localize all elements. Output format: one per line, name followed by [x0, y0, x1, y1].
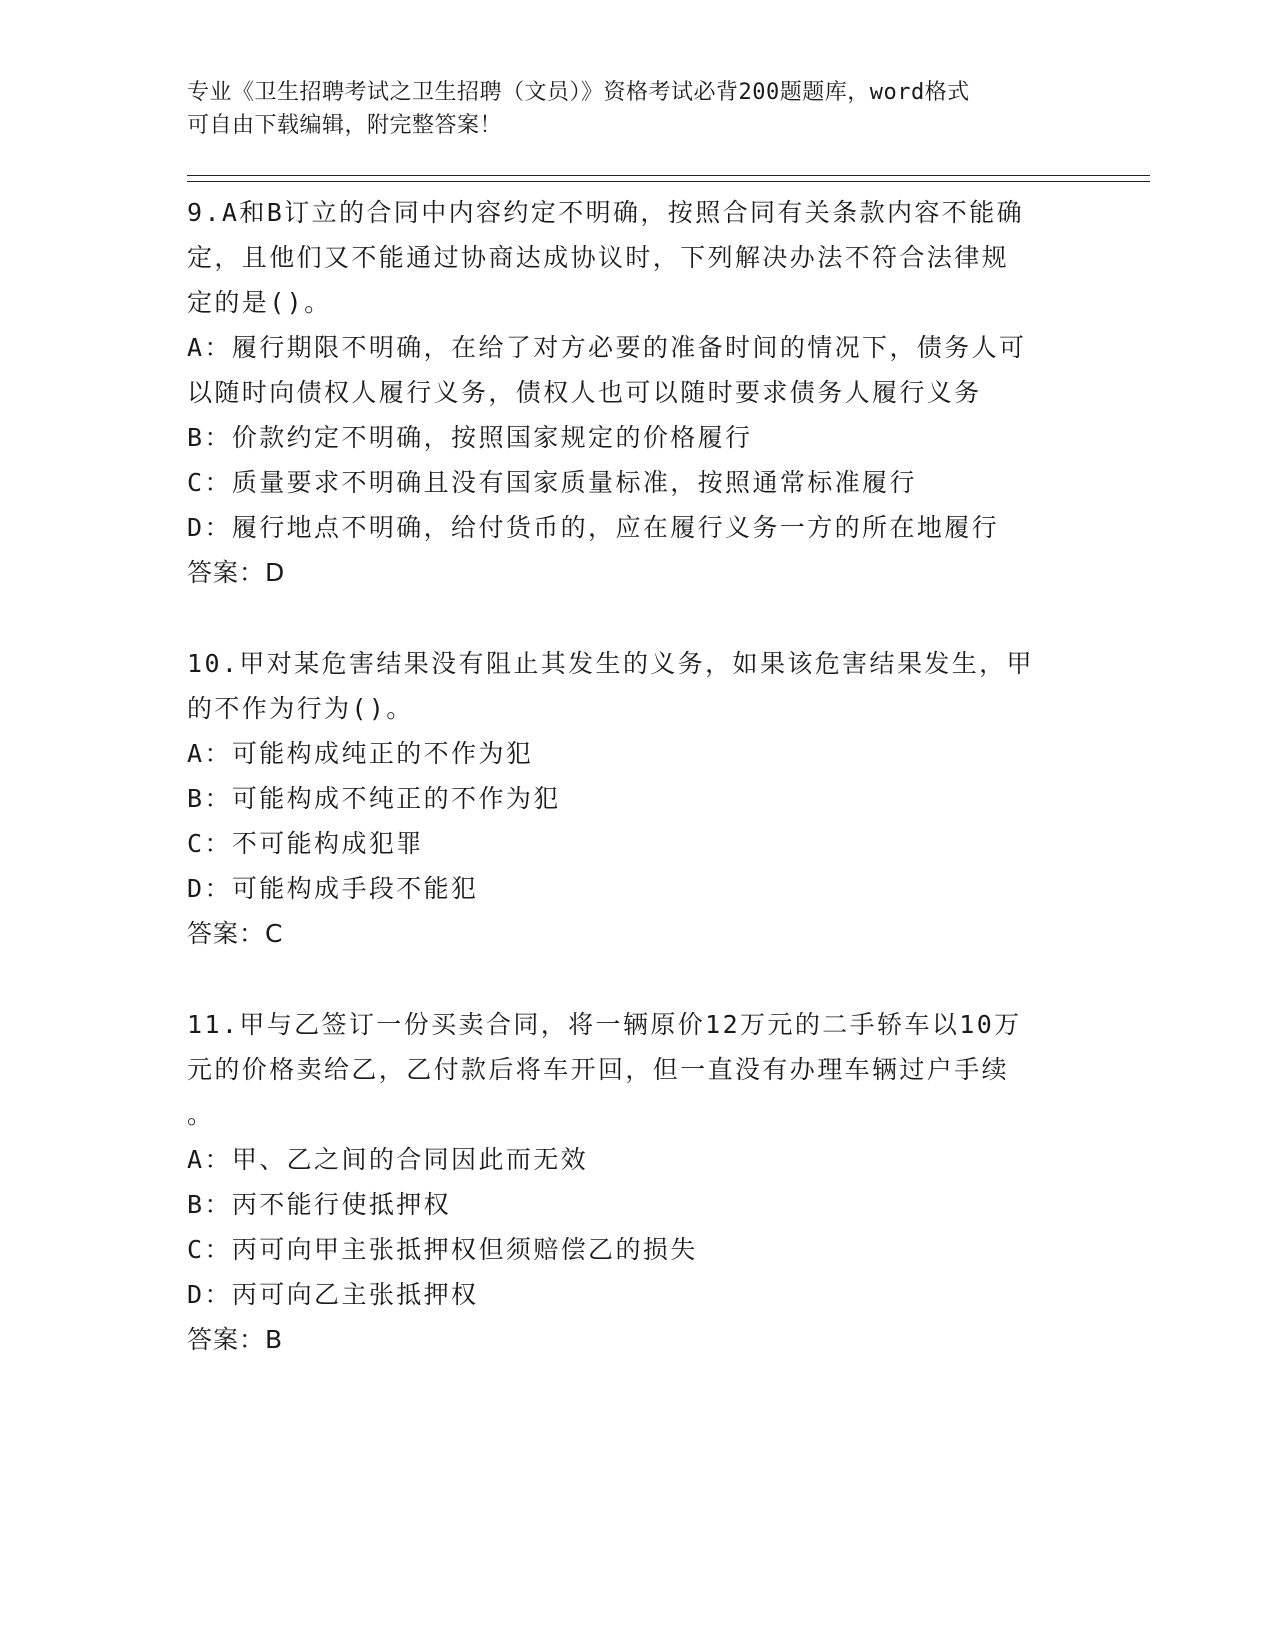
question-text-line: 定的是()。: [187, 288, 332, 317]
answer: 答案：B: [187, 1325, 284, 1354]
option-c: C：丙可向甲主张抵押权但须赔偿乙的损失: [187, 1235, 698, 1264]
option-b: B：可能构成不纯正的不作为犯: [187, 784, 561, 813]
question-10: [187, 641, 1087, 956]
question-text-line: 元的价格卖给乙，乙付款后将车开回，但一直没有办理车辆过户手续: [187, 1055, 1010, 1084]
question-list: [187, 190, 1087, 1408]
answer: 答案：D: [187, 558, 286, 587]
question-text-line: 的不作为行为()。: [187, 694, 414, 723]
header-divider-top: [187, 175, 1150, 176]
option-a: A：可能构成纯正的不作为犯: [187, 739, 534, 768]
document-header: [187, 76, 1087, 142]
option-b: B：价款约定不明确，按照国家规定的价格履行: [187, 423, 753, 452]
question-text-line: 9.A和B订立的合同中内容约定不明确，按照合同有关条款内容不能确: [187, 198, 1025, 227]
question-9: [187, 190, 1087, 595]
question-text-line: 。: [187, 1100, 215, 1129]
option-b: B：丙不能行使抵押权: [187, 1190, 452, 1219]
option-d: D：丙可向乙主张抵押权: [187, 1280, 479, 1309]
question-text-line: 10.甲对某危害结果没有阻止其发生的义务，如果该危害结果发生，甲: [187, 649, 1034, 678]
option-c: C：不可能构成犯罪: [187, 829, 424, 858]
option-a: A：甲、乙之间的合同因此而无效: [187, 1145, 589, 1174]
option-d: D：可能构成手段不能犯: [187, 874, 479, 903]
question-text-line: 定，且他们又不能通过协商达成协议时，下列解决办法不符合法律规: [187, 243, 1010, 272]
question-text-line: 11.甲与乙签订一份买卖合同，将一辆原价12万元的二手轿车以10万: [187, 1010, 1022, 1039]
answer: 答案：C: [187, 919, 284, 948]
header-divider-bottom: [187, 181, 1150, 182]
option-a: A：履行期限不明确，在给了对方必要的准备时间的情况下，债务人可: [187, 333, 1027, 362]
header-line-2: 可自由下载编辑，附完整答案！: [187, 113, 503, 138]
option-a-continued: 以随时向债权人履行义务，债权人也可以随时要求债务人履行义务: [187, 378, 982, 407]
header-line-1: 专业《卫生招聘考试之卫生招聘（文员）》资格考试必背200题题库，word格式: [187, 80, 970, 105]
option-d: D：履行地点不明确，给付货币的，应在履行义务一方的所在地履行: [187, 513, 1000, 542]
question-11: [187, 1002, 1087, 1362]
option-c: C：质量要求不明确且没有国家质量标准，按照通常标准履行: [187, 468, 917, 497]
